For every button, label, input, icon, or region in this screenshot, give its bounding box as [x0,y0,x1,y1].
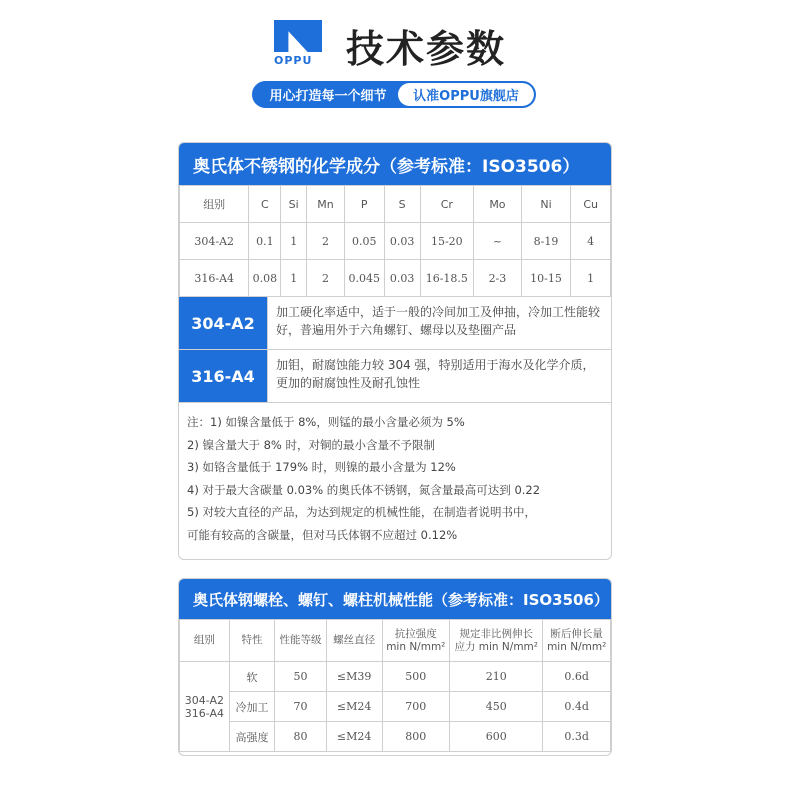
table-cell: 800 [382,722,450,752]
group-cell [180,662,230,752]
table-cell: 2 [307,223,345,260]
table-cell: ≤M24 [326,692,382,722]
table-cell: ≤M24 [326,722,382,752]
grade-tag: 316-A4 [179,350,267,402]
chem-header-row [180,186,611,223]
table-cell: 高强度 [229,722,275,752]
chem-table [179,185,611,297]
table-header-cell: 组别 [180,620,230,662]
table-cell: 4 [571,223,611,260]
grade-description: 加工硬化率适中，适于一般的冷间加工及伸抽，冷加工性能较好，普遍用外于六角螺钉、螺母以及垫圈产品 [267,297,611,349]
mech-header-row [180,620,611,662]
table-header-cell: 抗拉强度 min N/mm² [382,620,450,662]
table-header-cell: Mo [474,186,522,223]
table-header-cell: Cu [571,186,611,223]
table-cell: ~ [474,223,522,260]
table-header-cell: S [384,186,420,223]
table-cell: 软 [229,662,275,692]
table-row [180,260,611,297]
table-cell: 500 [382,662,450,692]
chem-composition-card [178,142,612,560]
slogan-left: 用心打造每一个细节 [269,89,387,104]
table-cell: 80 [275,722,327,752]
table-cell: 冷加工 [229,692,275,722]
brand-logo [274,20,324,66]
mech-properties-card [178,578,612,756]
table-header-cell: 规定非比例伸长 应力 min N/mm² [450,620,543,662]
table-cell: 316-A4 [180,260,249,297]
table-cell: 600 [450,722,543,752]
table-cell: 1 [571,260,611,297]
table-header-cell: P [344,186,384,223]
table-cell: 0.03 [384,260,420,297]
table-cell: 10-15 [521,260,571,297]
table-cell: 8-19 [521,223,571,260]
table-cell: 1 [281,223,307,260]
grade-tag: 304-A2 [179,297,267,349]
table-cell: 0.05 [344,223,384,260]
table-row [180,662,611,692]
table-cell: 2-3 [474,260,522,297]
table-header-cell: 特性 [229,620,275,662]
brand-name: OPPU [274,54,313,67]
desc-316 [179,350,611,403]
table-cell: 70 [275,692,327,722]
table-cell: 210 [450,662,543,692]
table-cell: 0.03 [384,223,420,260]
desc-304 [179,297,611,350]
note-line: 2) 镍含量大于 8% 时，对铜的最小含量不予限制 [187,437,436,452]
table-header-cell: 组别 [180,186,249,223]
mech-table [179,619,611,752]
grade-description: 加钼，耐腐蚀能力较 304 强，特别适用于海水及化学介质，更加的耐腐蚀性及耐孔蚀性 [267,350,611,402]
table-header-cell: Cr [420,186,474,223]
group-b: 316-A4 [184,706,224,720]
table-header-cell: 性能等级 [275,620,327,662]
table-cell: 0.3d [543,722,611,752]
table-cell: 0.4d [543,692,611,722]
chem-card-title: 奥氏体不锈钢的化学成分（参考标准：ISO3506） [179,143,611,185]
group-a: 304-A2 [184,693,224,707]
slogan-right: 认准OPPU旗舰店 [398,83,534,106]
table-cell: 16-18.5 [420,260,474,297]
table-cell: 0.08 [249,260,281,297]
table-cell: 0.6d [543,662,611,692]
table-header-cell: 断后伸长量 min N/mm² [543,620,611,662]
table-cell: 15-20 [420,223,474,260]
page-title: 技术参数 [346,27,507,71]
table-row [180,722,611,752]
slogan-banner [252,81,536,108]
note-line: 3) 如铬含量低于 179% 时，则镍的最小含量为 12% [187,460,456,474]
notes-block [179,403,611,554]
table-cell: 700 [382,692,450,722]
table-header-cell: 螺丝直径 [326,620,382,662]
table-cell: 1 [281,260,307,297]
table-cell: ≤M39 [326,662,382,692]
table-cell: 0.045 [344,260,384,297]
table-cell: 2 [307,260,345,297]
table-cell: 304-A2 [180,223,249,260]
table-row [180,692,611,722]
table-cell: 50 [275,662,327,692]
note-line: 注：1) 如镍含量低于 8%，则锰的最小含量必须为 5% [187,415,465,429]
table-cell: 0.1 [249,223,281,260]
table-row [180,223,611,260]
table-header-cell: Si [281,186,307,223]
table-header-cell: C [249,186,281,223]
note-line: 4) 对于最大含碳量 0.03% 的奥氏体不锈钢，氮含量最高可达到 0.22 [187,482,541,497]
note-line: 可能有较高的含碳量，但对马氏体钢不应超过 0.12% [187,527,458,542]
table-header-cell: Mn [307,186,345,223]
table-header-cell: Ni [521,186,571,223]
note-line: 5) 对较大直径的产品，为达到规定的机械性能，在制造者说明书中， [187,505,536,519]
table-cell: 450 [450,692,543,722]
mech-card-title: 奥氏体钢螺栓、螺钉、螺柱机械性能（参考标准：ISO3506） [179,579,611,619]
logo-mark-icon [274,20,322,52]
